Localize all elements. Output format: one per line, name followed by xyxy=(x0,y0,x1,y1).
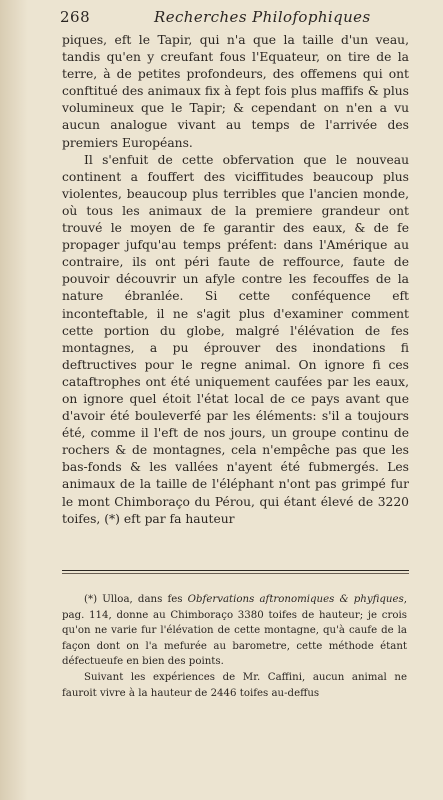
running-head: Recherches Philofophiques xyxy=(154,8,371,26)
page-gutter xyxy=(0,0,28,800)
paragraph-1: piques, eft le Tapir, qui n'a que la taille d'un veau, tandis qu'en y creufant fous l'Equateur, on tire de la terre, à de petites profondeurs, des offemens qui ont conftitué des animaux fix à fept fois plus maffifs & plus volumineux que le Tapir; & cependant on n'en a vu aucun analogue vivant au temps de l'arrivée des premiers Européans. xyxy=(62,33,409,150)
footnote-1-start: (*) Ulloa, dans fes xyxy=(84,594,188,605)
footnotes xyxy=(62,592,407,701)
page-header xyxy=(60,8,405,30)
footnote-1 xyxy=(62,592,407,670)
footnote-separator-thin-rule xyxy=(62,573,409,574)
footnote-2: Suivant les expériences de Mr. Caffini, aucun animal ne fauroit vivre à la hauteur de 2446 toifes au-deffus xyxy=(62,671,407,699)
footnote-separator-rule xyxy=(62,570,409,571)
page-number: 268 xyxy=(60,8,91,26)
footnote-1-end: , pag. 114, donne au Chimboraço 3380 toifes de hauteur; je crois qu'on ne varie fur l'élévation de cette montagne, qu'à caufe de la façon dont on l'a mefurée au barometre, cette méthode étant défectueufe en bien des points. xyxy=(62,594,407,668)
main-text xyxy=(62,32,409,528)
paragraph-2: Il s'enfuit de cette obfervation que le nouveau continent a fouffert des viciffitudes beaucoup plus violentes, beaucoup plus terribles que l'ancien monde, où tous les animaux de la premiere grandeur ont trouvé le moyen de fe garantir des eaux, & de fe propager jufqu'au temps préfent: dans l'Amérique au contraire, ils ont péri faute de reffource, faute de pouvoir découvrir un afyle contre les fecouffes de la nature ébranlée. Si cette conféquence eft inconteftable, il ne s'agit plus d'examiner comment cette portion du globe, malgré l'élévation de fes montagnes, a pu éprouver des inondations fi deftructives pour le regne animal. On ignore fi ces cataftrophes ont été uniquement caufées par les eaux, on ignore quel étoit l'état local de ce pays avant que d'avoir été bouleverfé par les éléments: s'il a toujours été, comme il l'eft de nos jours, un groupe continu de rochers & de montagnes, cela n'empêche pas que les bas-fonds & les vallées n'ayent été fubmergés. Les animaux de la taille de l'éléphant n'ont pas grimpé fur le mont Chimboraço du Pérou, qui étant élevé de 3220 toifes, (*) eft par fa hauteur xyxy=(62,152,409,526)
footnote-1-title: Obfervations aftronomiques & phyfiques xyxy=(187,594,404,605)
